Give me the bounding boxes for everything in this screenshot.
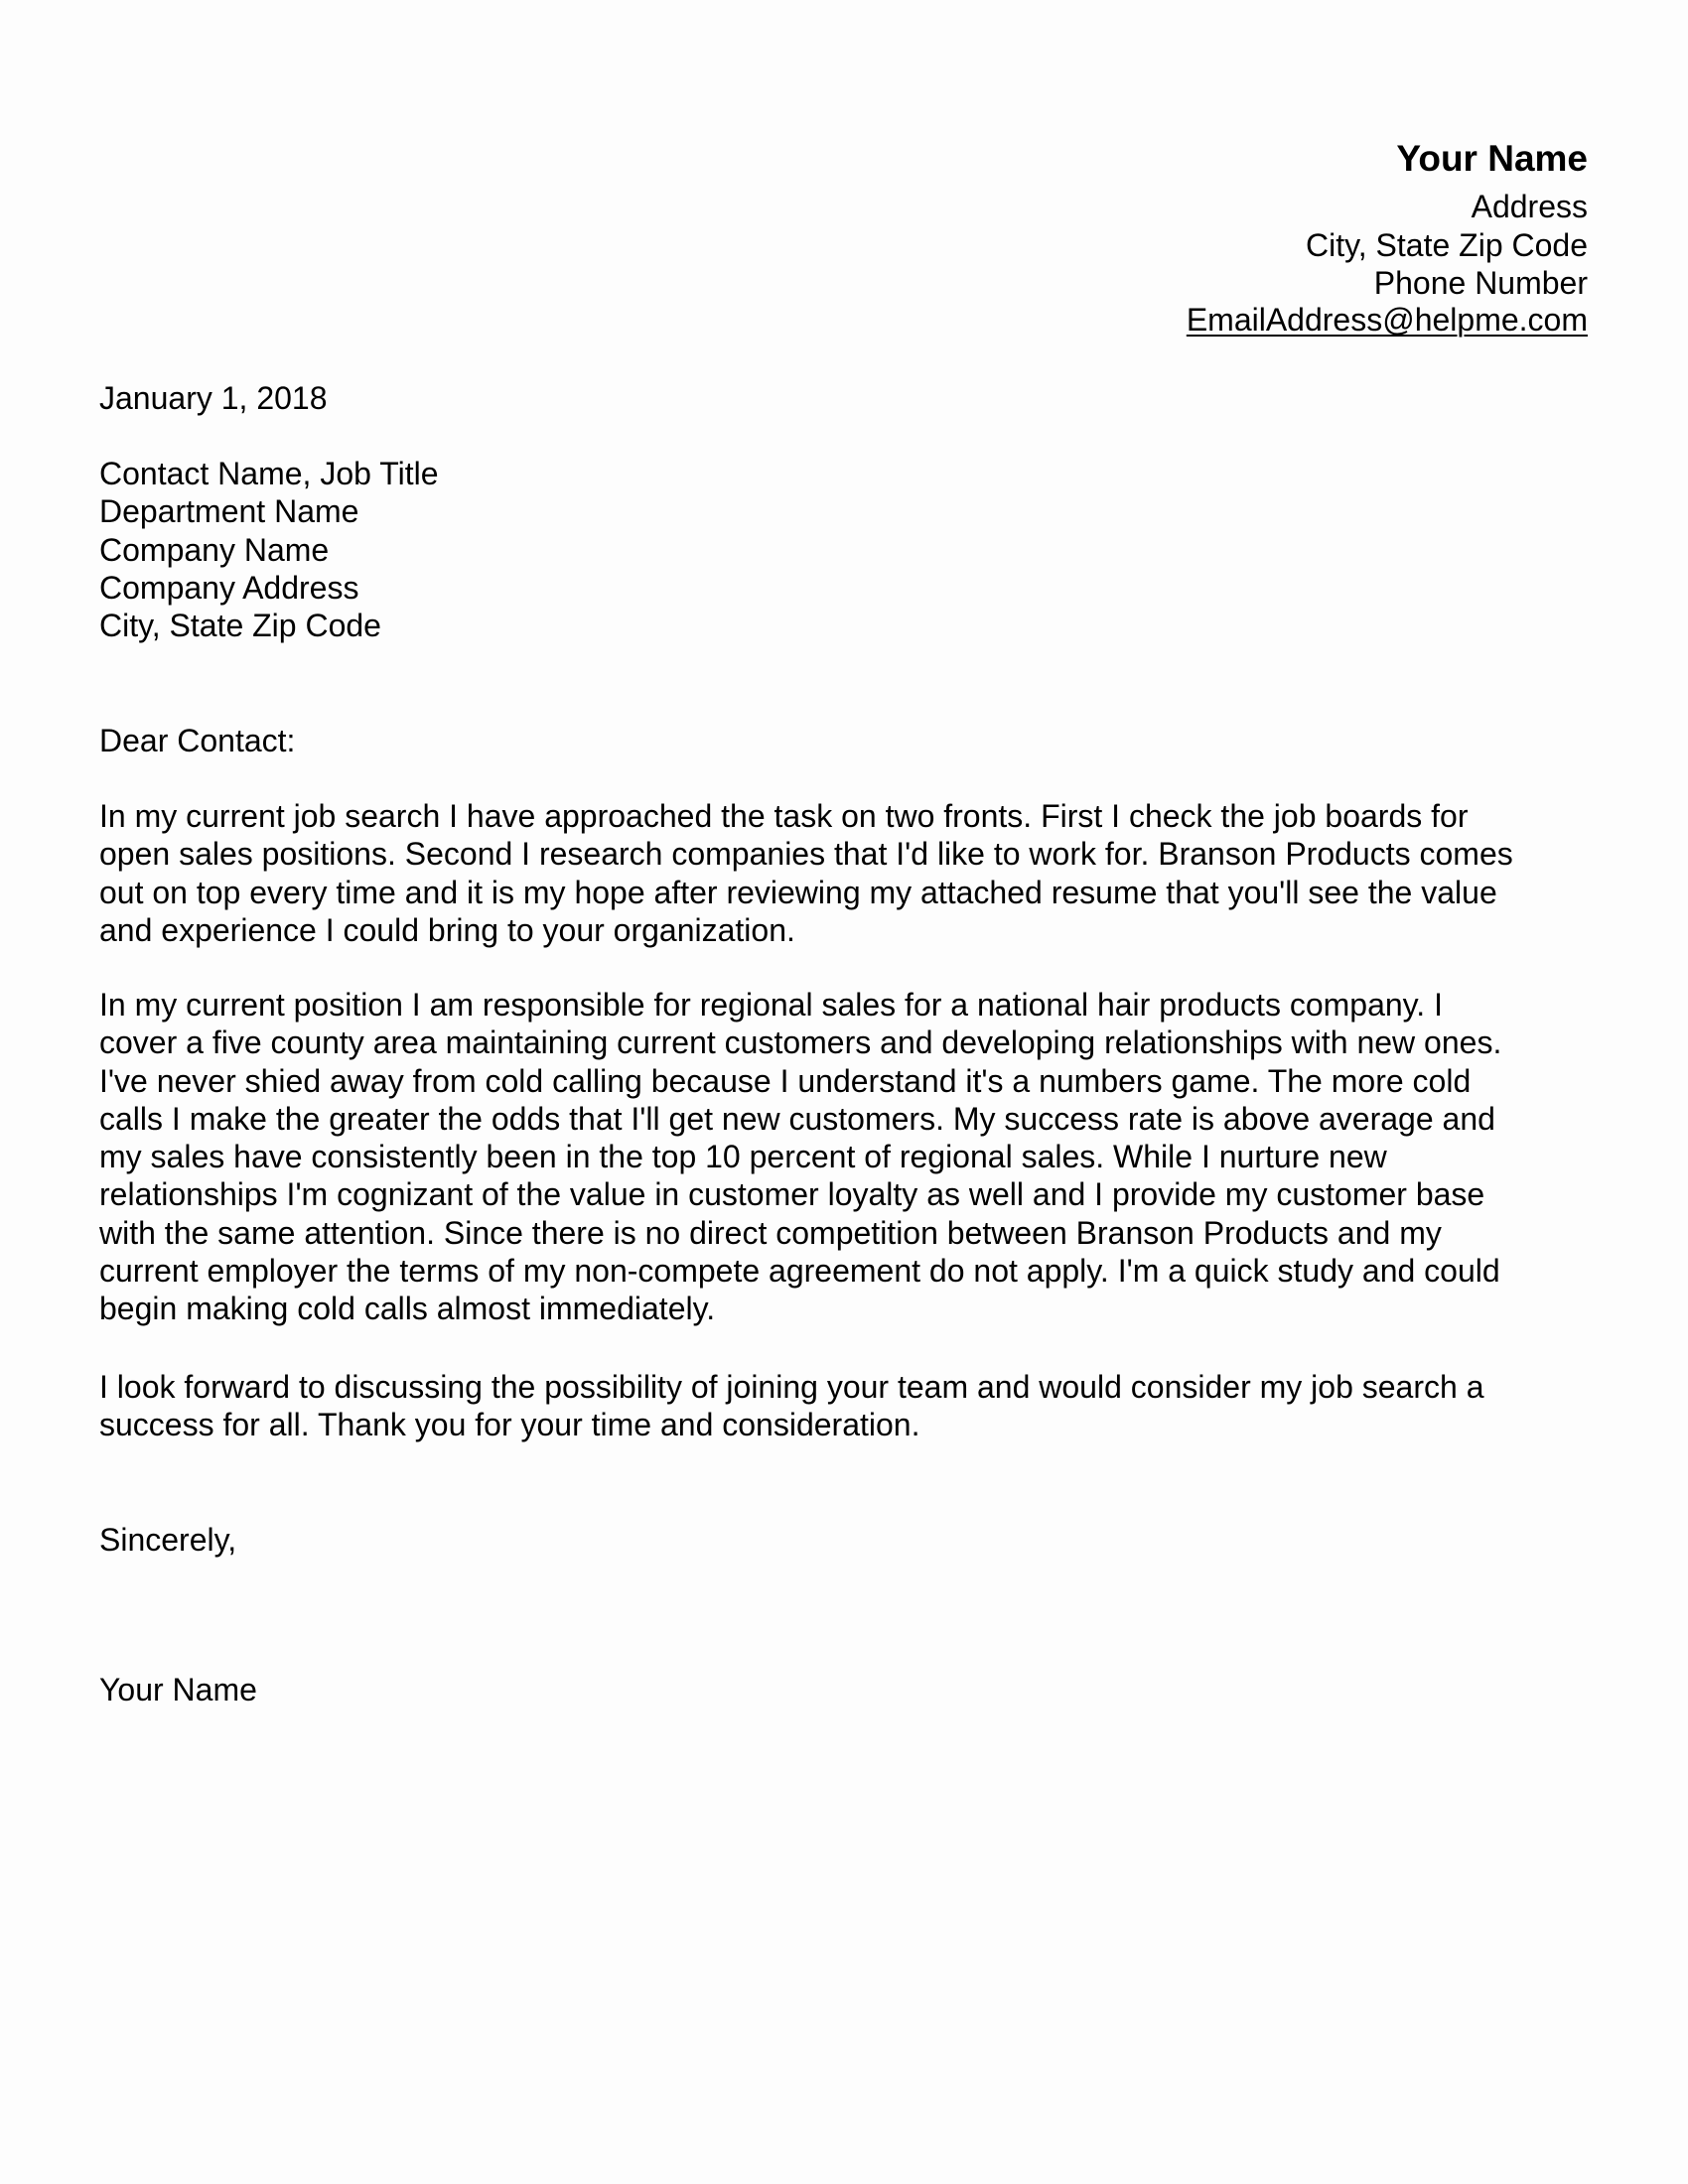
closing: Sincerely, xyxy=(99,1522,237,1558)
sender-name: Your Name xyxy=(1396,138,1588,179)
letter-date: January 1, 2018 xyxy=(99,380,328,416)
recipient-city-state-zip: City, State Zip Code xyxy=(99,608,381,644)
paragraph-line: cover a five county area maintaining current customers and developing relationships with new ones. xyxy=(99,1024,1502,1061)
paragraph-line: begin making cold calls almost immediately. xyxy=(99,1291,716,1327)
paragraph-line: I've never shied away from cold calling because I understand it's a numbers game. The more cold xyxy=(99,1062,1472,1099)
paragraph-line: I look forward to discussing the possibility of joining your team and would consider my job search a xyxy=(99,1369,1484,1405)
paragraph-line: calls I make the greater the odds that I'll get new customers. My success rate is above average and xyxy=(99,1100,1495,1137)
paragraph-line: with the same attention. Since there is no direct competition between Branson Products and my xyxy=(99,1214,1442,1251)
recipient-company: Company Name xyxy=(99,531,330,568)
paragraph-line: In my current position I am responsible for regional sales for a national hair products company. I xyxy=(99,987,1443,1023)
signature-name: Your Name xyxy=(99,1672,257,1707)
paragraph-line: and experience I could bring to your organization. xyxy=(99,911,795,948)
body-paragraph-3 xyxy=(99,1368,1483,1444)
recipient-address-block xyxy=(99,455,438,644)
sender-phone: Phone Number xyxy=(1373,265,1588,301)
recipient-department: Department Name xyxy=(99,493,359,530)
paragraph-line: success for all. Thank you for your time and consideration. xyxy=(99,1407,920,1443)
paragraph-line: In my current job search I have approached the task on two fronts. First I check the job boards for xyxy=(99,798,1469,834)
paragraph-line: relationships I'm cognizant of the value in customer loyalty as well and I provide my customer base xyxy=(99,1176,1485,1213)
paragraph-line: my sales have consistently been in the top 10 percent of regional sales. While I nurture new xyxy=(99,1139,1387,1175)
paragraph-line: open sales positions. Second I research companies that I'd like to work for. Branson Products comes xyxy=(99,836,1513,873)
sender-address: Address xyxy=(1471,189,1588,224)
recipient-contact: Contact Name, Job Title xyxy=(99,456,439,491)
recipient-company-address: Company Address xyxy=(99,569,359,606)
paragraph-line: current employer the terms of my non-compete agreement do not apply. I'm a quick study and could xyxy=(99,1253,1500,1290)
body-paragraph-2 xyxy=(99,986,1501,1328)
body-paragraph-1 xyxy=(99,797,1513,949)
paragraph-line: out on top every time and it is my hope after reviewing my attached resume that you'll see the value xyxy=(99,874,1497,910)
sender-email-link[interactable]: EmailAddress@helpme.com xyxy=(1186,302,1588,338)
sender-city-state-zip: City, State Zip Code xyxy=(1306,227,1588,263)
salutation: Dear Contact: xyxy=(99,723,296,758)
